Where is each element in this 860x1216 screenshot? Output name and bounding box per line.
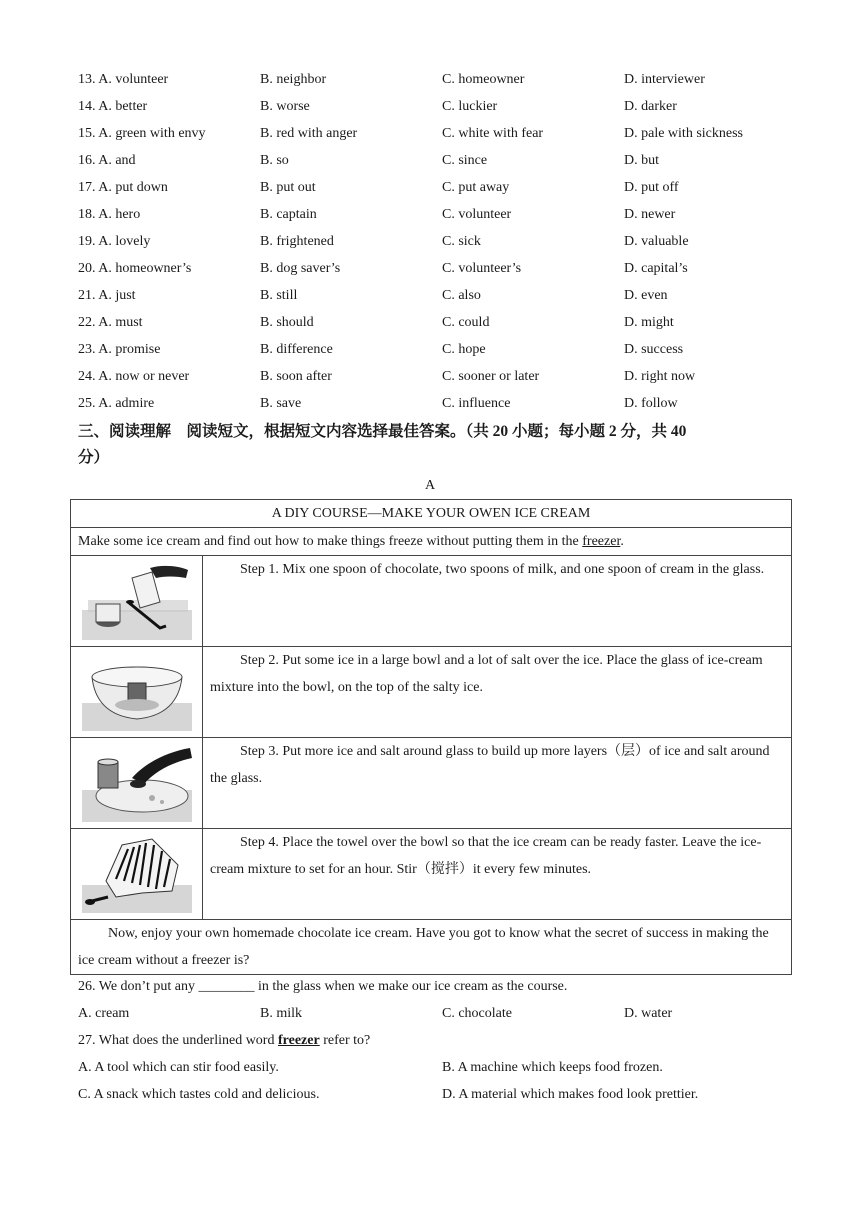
- option-d: D. capital’s: [624, 261, 688, 276]
- option-c: C. sooner or later: [442, 369, 540, 384]
- question-26-stem: 26. We don’t put any ________ in the glass when we make our ice cream as the course.: [78, 979, 568, 994]
- option-c: C. could: [442, 315, 490, 330]
- pouring-glass-illustration: [82, 562, 192, 640]
- option-c: C. since: [442, 153, 488, 168]
- option-c: C. put away: [442, 180, 510, 195]
- table-row: [71, 647, 792, 738]
- step2-cell: [203, 647, 792, 738]
- question-27-options-row2: [78, 1081, 798, 1108]
- option-b: B. milk: [260, 1006, 303, 1021]
- option-b: B. still: [260, 288, 298, 303]
- option-row-15: [78, 120, 798, 147]
- step4-image: [71, 829, 203, 920]
- step3-text: Step 3. Put more ice and salt around glass to build up more layers（层）of ice and salt around the glass.: [210, 744, 770, 786]
- option-row-23: [78, 336, 798, 363]
- option-b: B. should: [260, 315, 314, 330]
- bowl-illustration: [82, 653, 192, 731]
- option-a: 13. A. volunteer: [78, 72, 169, 87]
- option-d: D. might: [624, 315, 674, 330]
- option-c: C. volunteer: [442, 207, 512, 222]
- passage-letter: A: [424, 478, 436, 493]
- option-a: 17. A. put down: [78, 180, 168, 195]
- option-a: 22. A. must: [78, 315, 143, 330]
- option-row-18: [78, 201, 798, 228]
- intro-end: .: [620, 534, 624, 549]
- option-row-20: [78, 255, 798, 282]
- option-a: 20. A. homeowner’s: [78, 261, 192, 276]
- intro-text: Make some ice cream and find out how to make things freeze without putting them in the: [78, 534, 583, 549]
- option-b: B. captain: [260, 207, 317, 222]
- option-d: D. right now: [624, 369, 696, 384]
- section-heading-line2: 分）: [78, 449, 110, 466]
- option-b: B. A machine which keeps food frozen.: [442, 1060, 663, 1075]
- option-c: C. influence: [442, 396, 511, 411]
- option-d: D. pale with sickness: [624, 126, 743, 141]
- option-d: D. interviewer: [624, 72, 705, 87]
- option-a: 23. A. promise: [78, 342, 161, 357]
- step1-image: [71, 556, 203, 647]
- table-row: [71, 738, 792, 829]
- option-c: C. volunteer’s: [442, 261, 522, 276]
- option-a: 18. A. hero: [78, 207, 141, 222]
- table-row: [71, 829, 792, 920]
- option-b: B. put out: [260, 180, 316, 195]
- hand-adding-ice-illustration: [82, 744, 192, 822]
- option-row-19: [78, 228, 798, 255]
- step1-text: Step 1. Mix one spoon of chocolate, two spoons of milk, and one spoon of cream in the glass.: [240, 562, 765, 577]
- question-27-options-row1: [78, 1054, 798, 1081]
- table-intro: [71, 528, 792, 556]
- option-c: C. homeowner: [442, 72, 525, 87]
- step3-cell: [203, 738, 792, 829]
- option-a: 21. A. just: [78, 288, 136, 303]
- q27-stem-end: refer to?: [319, 1033, 371, 1048]
- step3-image: [71, 738, 203, 829]
- option-b: B. save: [260, 396, 302, 411]
- option-c: C. sick: [442, 234, 481, 249]
- option-d: D. water: [624, 1006, 673, 1021]
- closing-text: Now, enjoy your own homemade chocolate ice cream. Have you got to know what the secret of success in making the ice cream without a freezer is?: [78, 926, 769, 968]
- section-heading: [78, 419, 798, 471]
- option-c: C. luckier: [442, 99, 498, 114]
- towel-over-bowl-illustration: [82, 835, 192, 913]
- option-a: 14. A. better: [78, 99, 148, 114]
- option-a: 19. A. lovely: [78, 234, 151, 249]
- option-row-14: [78, 93, 798, 120]
- option-b: B. frightened: [260, 234, 334, 249]
- section-heading-line1: 三、阅读理解 阅读短文，根据短文内容选择最佳答案。（共 20 小题；每小题 2 分，共 40: [78, 423, 687, 440]
- step4-text: Step 4. Place the towel over the bowl so that the ice cream can be ready faster. Leave the ice-cream mixture to set for an hour. Stir（搅拌）it every few minutes.: [210, 835, 762, 877]
- option-d: D. put off: [624, 180, 679, 195]
- option-b: B. dog saver’s: [260, 261, 341, 276]
- option-d: D. success: [624, 342, 684, 357]
- q27-underlined-word: freezer: [277, 1033, 320, 1048]
- option-row-24: [78, 363, 798, 390]
- option-a: A. cream: [78, 1006, 130, 1021]
- option-row-17: [78, 174, 798, 201]
- option-a: 16. A. and: [78, 153, 136, 168]
- option-d: D. but: [624, 153, 659, 168]
- option-d: D. A material which makes food look prettier.: [442, 1087, 699, 1102]
- option-row-13: [78, 66, 798, 93]
- option-d: D. newer: [624, 207, 676, 222]
- option-a: 15. A. green with envy: [78, 126, 206, 141]
- option-d: D. darker: [624, 99, 677, 114]
- option-a: A. A tool which can stir food easily.: [78, 1060, 279, 1075]
- option-c: C. white with fear: [442, 126, 544, 141]
- option-c: C. chocolate: [442, 1006, 512, 1021]
- option-c: C. hope: [442, 342, 486, 357]
- option-b: B. red with anger: [260, 126, 358, 141]
- question-26-options: [78, 1000, 798, 1027]
- option-b: B. soon after: [260, 369, 332, 384]
- step2-image: [71, 647, 203, 738]
- option-b: B. so: [260, 153, 289, 168]
- option-b: B. neighbor: [260, 72, 327, 87]
- option-c: C. A snack which tastes cold and delicious.: [78, 1087, 320, 1102]
- question-27-stem: [78, 1027, 370, 1054]
- option-b: B. difference: [260, 342, 333, 357]
- step4-cell: [203, 829, 792, 920]
- q27-stem-start: 27. What does the underlined word: [78, 1033, 278, 1048]
- table-row: [71, 556, 792, 647]
- diy-course-table: [70, 499, 792, 975]
- option-row-25: [78, 390, 798, 417]
- intro-underlined-word: freezer: [582, 534, 621, 549]
- option-d: D. valuable: [624, 234, 689, 249]
- table-title: A DIY COURSE—MAKE YOUR OWEN ICE CREAM: [71, 500, 792, 528]
- option-d: D. follow: [624, 396, 678, 411]
- option-row-16: [78, 147, 798, 174]
- option-d: D. even: [624, 288, 668, 303]
- option-row-22: [78, 309, 798, 336]
- option-row-21: [78, 282, 798, 309]
- step2-text: Step 2. Put some ice in a large bowl and a lot of salt over the ice. Place the glass of ice-cream mixture into the bowl, on the top of the salty ice.: [210, 653, 763, 695]
- option-c: C. also: [442, 288, 481, 303]
- table-closing: [71, 920, 792, 975]
- step1-cell: [203, 556, 792, 647]
- option-a: 24. A. now or never: [78, 369, 190, 384]
- option-a: 25. A. admire: [78, 396, 155, 411]
- option-b: B. worse: [260, 99, 310, 114]
